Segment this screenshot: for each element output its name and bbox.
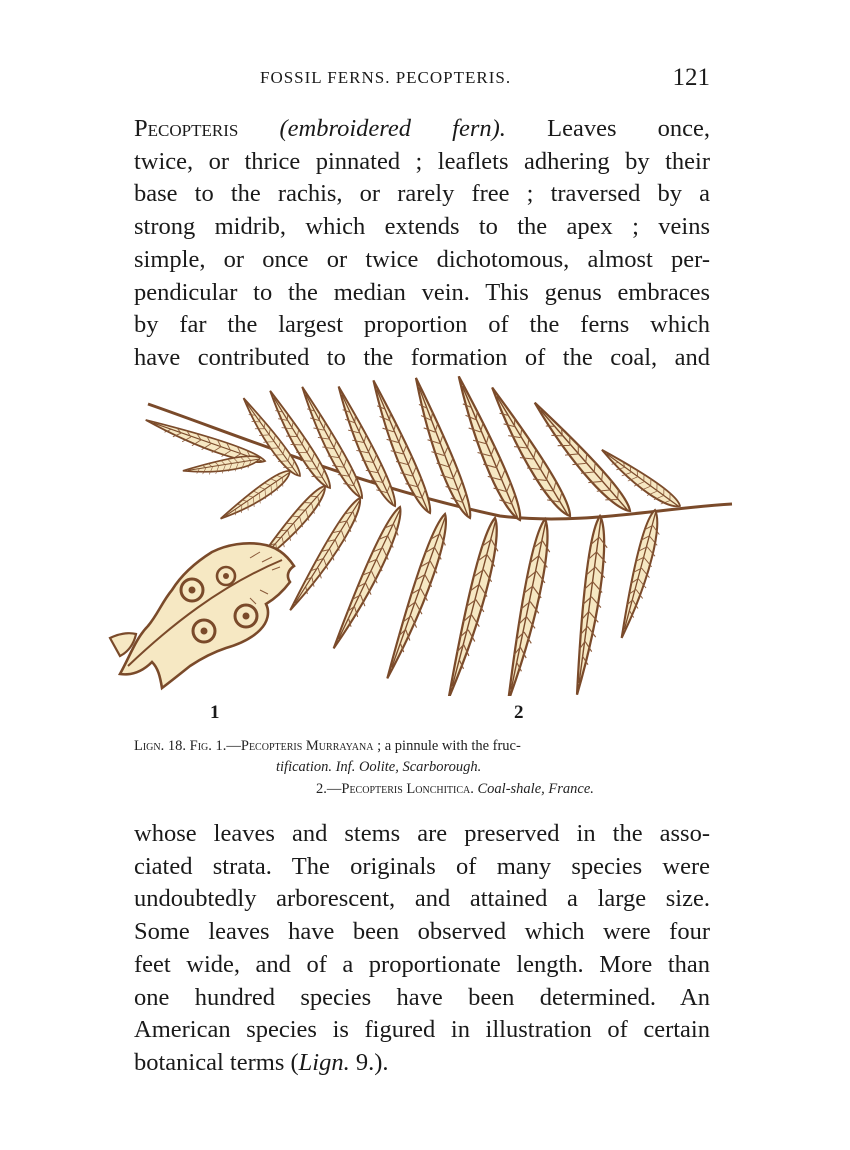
text-line: base to the rachis, or rarely free ; traversed by a <box>134 180 710 208</box>
paragraph-pecopteris-description <box>134 113 710 375</box>
text-line: simple, or once or twice dichotomous, almost per- <box>134 245 710 273</box>
genus-name: Pecopteris <box>134 115 239 142</box>
species-name-murrayana: Pecopteris Murrayana <box>240 738 374 754</box>
text-line: ciated strata. The originals of many species were <box>134 852 710 880</box>
paragraph-fern-preservation <box>134 818 710 1080</box>
figure-label-2: 2 <box>514 702 524 723</box>
pinnule-fructification-illustration <box>110 543 294 688</box>
species-name-lonchitica: Pecopteris Lonchitica. <box>341 781 474 797</box>
text-line: whose leaves and stems are preserved in the asso- <box>134 820 710 847</box>
figure-caption-line: Lign. 18. Fig. 1.—Pecopteris Murrayana ; a pinnule with the fruc- <box>134 738 521 754</box>
text-line: Pecopteris (embroidered fern). Leaves once, <box>134 115 711 142</box>
text-line: one hundred species have been determined. An <box>134 983 710 1011</box>
cross-reference: Lign. <box>298 1048 350 1076</box>
text-line: American species is figured in illustration of certain <box>134 1016 710 1044</box>
running-title: FOSSIL FERNS. PECOPTERIS. <box>260 68 512 87</box>
text-line: undoubtedly arborescent, and attained a large size. <box>134 885 710 913</box>
genus-gloss: (embroidered fern). <box>279 115 506 142</box>
running-head <box>134 64 710 94</box>
text-line: Some leaves have been observed which were four <box>134 918 710 946</box>
text-line: by far the largest proportion of the ferns which <box>134 311 710 339</box>
fern-frond-illustration <box>143 376 732 696</box>
text-line: twice, or thrice pinnated ; leaflets adhering by their <box>134 147 710 175</box>
figure-caption-line: 2.—Pecopteris Lonchitica. Coal-shale, France. <box>316 781 594 797</box>
page-number: 121 <box>672 64 710 91</box>
figure-label-1: 1 <box>210 702 220 723</box>
figure-caption-line: tification. Inf. Oolite, Scarborough. <box>276 759 482 775</box>
text-line: strong midrib, which extends to the apex ; veins <box>134 213 710 241</box>
text-line: pendicular to the median vein. This genus embraces <box>134 278 710 306</box>
text-line: botanical terms (Lign. 9.). <box>134 1048 389 1076</box>
text-line: feet wide, and of a proportionate length. More than <box>134 950 710 978</box>
fossil-fern-plate <box>100 376 740 696</box>
text-line: have contributed to the formation of the coal, and <box>134 343 710 371</box>
